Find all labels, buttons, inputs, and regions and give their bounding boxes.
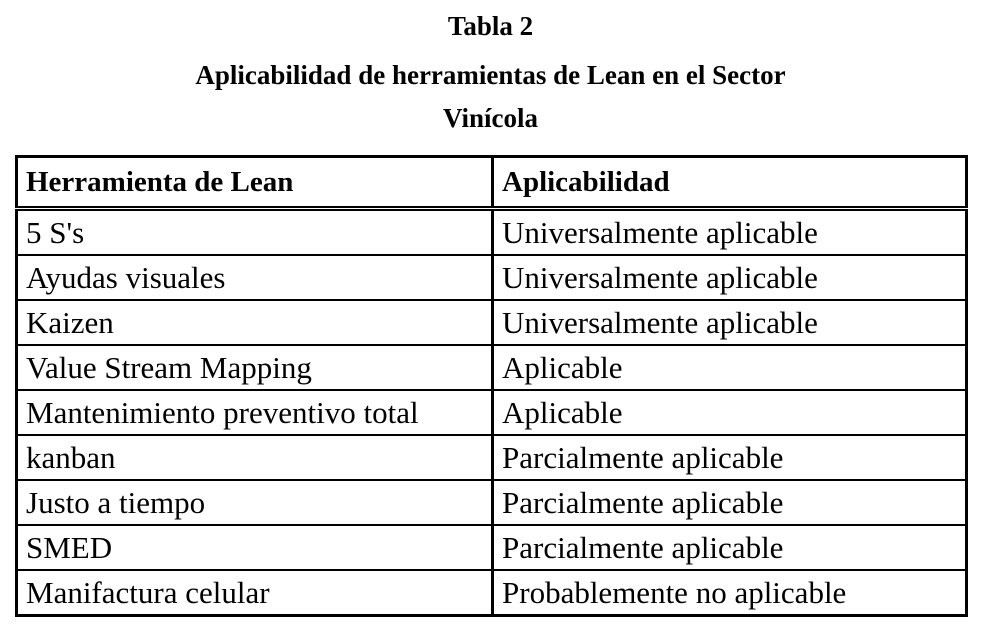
table-row — [17, 255, 967, 300]
applicability-cell: Aplicable — [493, 345, 967, 390]
column-header-tool: Herramienta de Lean — [17, 157, 493, 209]
table-label: Tabla 2 — [447, 11, 534, 41]
tool-cell: Manifactura celular — [17, 570, 493, 616]
applicability-cell: Aplicable — [493, 390, 967, 435]
tool-cell: Ayudas visuales — [17, 255, 493, 300]
table-row — [17, 209, 967, 256]
table-row — [17, 480, 967, 525]
tool-cell: Kaizen — [17, 300, 493, 345]
applicability-cell: Parcialmente aplicable — [493, 435, 967, 480]
tool-cell: Value Stream Mapping — [17, 345, 493, 390]
table-title-line-1: Aplicabilidad de herramientas de Lean en el Sector — [195, 60, 786, 90]
table-row — [17, 525, 967, 570]
applicability-cell: Universalmente aplicable — [493, 300, 967, 345]
tool-cell: kanban — [17, 435, 493, 480]
table-row — [17, 300, 967, 345]
applicability-cell: Universalmente aplicable — [493, 209, 967, 256]
lean-tools-table — [15, 155, 968, 617]
table-row — [17, 435, 967, 480]
applicability-cell: Parcialmente aplicable — [493, 525, 967, 570]
table-row — [17, 345, 967, 390]
applicability-cell: Parcialmente aplicable — [493, 480, 967, 525]
table-row — [17, 570, 967, 616]
tool-cell: Justo a tiempo — [17, 480, 493, 525]
tool-cell: SMED — [17, 525, 493, 570]
tool-cell: 5 S's — [17, 209, 493, 256]
table-row — [17, 390, 967, 435]
column-header-applicability: Aplicabilidad — [493, 157, 967, 209]
tool-cell: Mantenimiento preventivo total — [17, 390, 493, 435]
table-header-row — [17, 157, 967, 209]
table-title-line-2: Vinícola — [442, 103, 538, 133]
applicability-cell: Probablemente no aplicable — [493, 570, 967, 616]
applicability-cell: Universalmente aplicable — [493, 255, 967, 300]
